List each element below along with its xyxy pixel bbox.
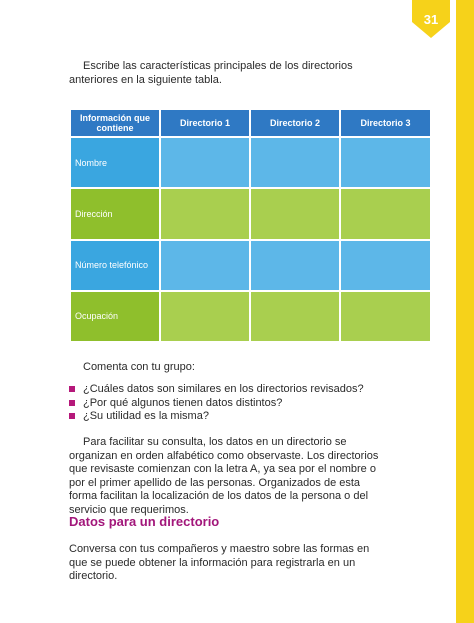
row-label: Nombre [70,137,160,188]
table-row-telefono [70,240,431,291]
header-info: Información que contiene [70,109,160,137]
square-bullet-icon [69,400,75,406]
question-text: ¿Su utilidad es la misma? [83,410,209,422]
list-item [69,410,364,424]
table-row-nombre [70,137,431,188]
explanation-paragraph: Para facilitar su consulta, los datos en un directorio se organizan en orden alfabético como observaste. Los directorios que revisaste comienzan con la letra A, ya sea por el nombre o por el primer apellido de las personas. Organizados de esta forma facilitan la localización de los datos de la persona o del servicio que requerimos. [69,436,379,516]
question-text: ¿Cuáles datos son similares en los directorios revisados? [83,383,364,395]
page-number: 31 [423,12,439,27]
table-row-direccion [70,188,431,239]
directory-table [69,108,432,343]
table-row-ocupacion [70,291,431,342]
comenta-prompt: Comenta con tu grupo: [83,361,195,373]
table-cell[interactable] [250,137,340,188]
square-bullet-icon [69,413,75,419]
table-cell[interactable] [160,240,250,291]
row-label: Número telefónico [70,240,160,291]
question-list [69,383,364,424]
table-header-row [70,109,431,137]
table-cell[interactable] [340,137,431,188]
table-cell[interactable] [340,291,431,342]
intro-paragraph: Escribe las características principales de los directorios anteriores en la siguiente tabla. [69,60,353,86]
table-cell[interactable] [160,291,250,342]
right-edge-band [456,0,474,623]
list-item [69,397,364,411]
list-item [69,383,364,397]
section-heading: Datos para un directorio [69,514,220,529]
table-cell[interactable] [160,137,250,188]
question-text: ¿Por qué algunos tienen datos distintos? [83,396,283,409]
header-directorio-3: Directorio 3 [340,109,431,137]
table-cell[interactable] [160,188,250,239]
row-label: Ocupación [70,291,160,342]
square-bullet-icon [69,386,75,392]
table-cell[interactable] [250,188,340,239]
table-cell[interactable] [340,240,431,291]
header-directorio-2: Directorio 2 [250,109,340,137]
header-directorio-1: Directorio 1 [160,109,250,137]
table-cell[interactable] [250,240,340,291]
conversa-paragraph: Conversa con tus compañeros y maestro sobre las formas en que se puede obtener la información para registrarla en un directorio. [69,543,370,582]
table-cell[interactable] [250,291,340,342]
table-cell[interactable] [340,188,431,239]
row-label: Dirección [70,188,160,239]
